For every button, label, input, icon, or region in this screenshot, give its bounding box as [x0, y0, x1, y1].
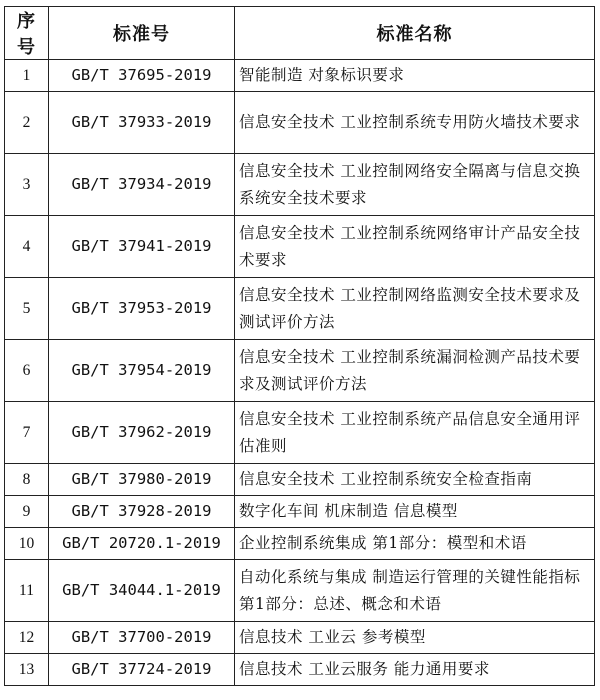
table-row: [5, 60, 595, 92]
row-code: GB/T 37953-2019: [49, 278, 235, 340]
row-name: 信息技术 工业云服务 能力通用要求: [235, 654, 595, 686]
header-code: 标准号: [49, 7, 235, 60]
header-name: 标准名称: [235, 7, 595, 60]
row-code: GB/T 37724-2019: [49, 654, 235, 686]
table-row: [5, 622, 595, 654]
row-seq: 7: [5, 402, 49, 464]
row-seq: 13: [5, 654, 49, 686]
table-row: [5, 92, 595, 154]
row-name: 信息安全技术 工业控制网络监测安全技术要求及测试评价方法: [235, 278, 595, 340]
row-name: 数字化车间 机床制造 信息模型: [235, 496, 595, 528]
row-name: 信息技术 工业云 参考模型: [235, 622, 595, 654]
table-row: [5, 464, 595, 496]
table-row: [5, 340, 595, 402]
row-code: GB/T 37934-2019: [49, 154, 235, 216]
row-seq: 3: [5, 154, 49, 216]
row-code: GB/T 37695-2019: [49, 60, 235, 92]
table-row: [5, 654, 595, 686]
row-name: 信息安全技术 工业控制系统产品信息安全通用评估准则: [235, 402, 595, 464]
row-name: 信息安全技术 工业控制系统网络审计产品安全技术要求: [235, 216, 595, 278]
row-code: GB/T 37928-2019: [49, 496, 235, 528]
row-code: GB/T 37933-2019: [49, 92, 235, 154]
table-row: [5, 402, 595, 464]
row-name: 信息安全技术 工业控制系统专用防火墙技术要求: [235, 92, 595, 154]
row-code: GB/T 37941-2019: [49, 216, 235, 278]
row-seq: 10: [5, 528, 49, 560]
row-name: 智能制造 对象标识要求: [235, 60, 595, 92]
row-name: 企业控制系统集成 第1部分：模型和术语: [235, 528, 595, 560]
row-seq: 8: [5, 464, 49, 496]
row-seq: 11: [5, 560, 49, 622]
row-name: 自动化系统与集成 制造运行管理的关键性能指标 第1部分：总述、概念和术语: [235, 560, 595, 622]
row-seq: 4: [5, 216, 49, 278]
table-header-row: [5, 7, 595, 60]
row-code: GB/T 37954-2019: [49, 340, 235, 402]
table-row: [5, 528, 595, 560]
row-name: 信息安全技术 工业控制网络安全隔离与信息交换系统安全技术要求: [235, 154, 595, 216]
row-seq: 1: [5, 60, 49, 92]
row-seq: 9: [5, 496, 49, 528]
row-seq: 5: [5, 278, 49, 340]
header-seq: 序号: [5, 7, 49, 60]
table-row: [5, 496, 595, 528]
table-row: [5, 560, 595, 622]
table-row: [5, 216, 595, 278]
row-seq: 12: [5, 622, 49, 654]
row-name: 信息安全技术 工业控制系统漏洞检测产品技术要求及测试评价方法: [235, 340, 595, 402]
table-row: [5, 154, 595, 216]
standards-table: [4, 6, 595, 686]
table-row: [5, 278, 595, 340]
row-code: GB/T 34044.1-2019: [49, 560, 235, 622]
row-seq: 2: [5, 92, 49, 154]
row-code: GB/T 37700-2019: [49, 622, 235, 654]
row-name: 信息安全技术 工业控制系统安全检查指南: [235, 464, 595, 496]
row-code: GB/T 37962-2019: [49, 402, 235, 464]
row-code: GB/T 37980-2019: [49, 464, 235, 496]
row-seq: 6: [5, 340, 49, 402]
row-code: GB/T 20720.1-2019: [49, 528, 235, 560]
